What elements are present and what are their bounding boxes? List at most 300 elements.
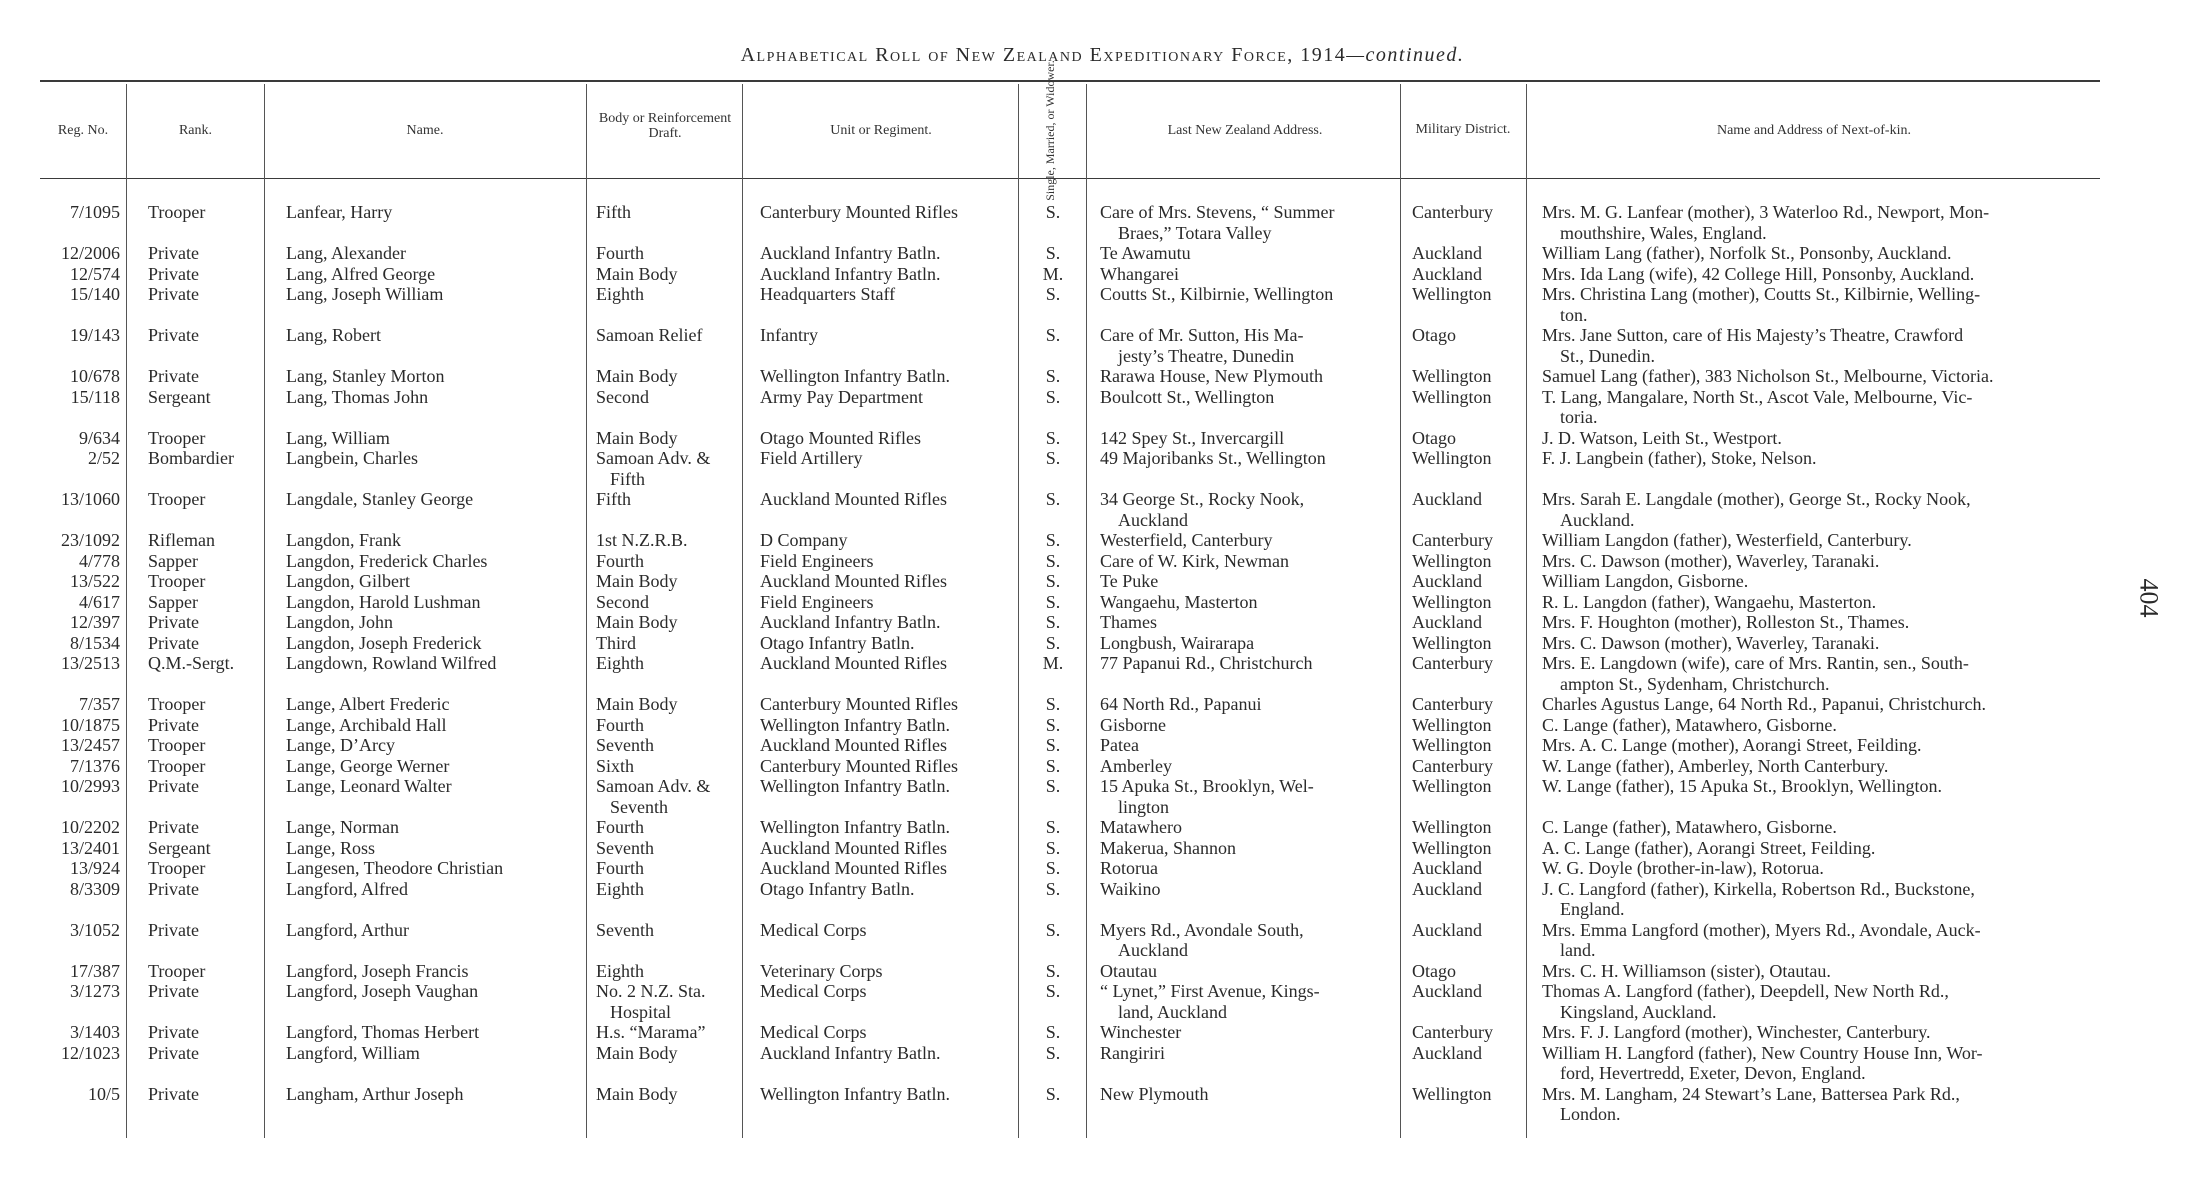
draft-cell bbox=[596, 325, 742, 346]
status-cell: S. bbox=[1045, 1042, 1061, 1063]
next-of-kin-cell-line: Samuel Lang (father), 383 Nicholson St., Melbourne, Victoria. bbox=[1542, 366, 1994, 386]
next-of-kin-cell bbox=[1542, 571, 2122, 592]
address-cell bbox=[1100, 489, 1400, 530]
address-cell bbox=[1100, 592, 1400, 613]
unit-cell: Canterbury Mounted Rifles bbox=[760, 694, 958, 714]
status-cell: S. bbox=[1045, 612, 1061, 632]
next-of-kin-cell bbox=[1542, 1022, 2122, 1043]
draft-cell-line: Samoan Relief bbox=[596, 325, 703, 345]
name-cell: Lange, Archibald Hall bbox=[286, 714, 447, 735]
draft-cell bbox=[596, 284, 742, 305]
draft-cell-line: Seventh bbox=[610, 796, 668, 817]
draft-cell bbox=[596, 776, 742, 817]
next-of-kin-cell-line: William H. Langford (father), New Country House Inn, Wor- bbox=[1542, 1042, 1983, 1063]
draft-cell bbox=[596, 1043, 742, 1064]
reg-no-cell: 15/118 bbox=[70, 386, 120, 407]
address-cell bbox=[1100, 366, 1400, 387]
rank-cell: Trooper bbox=[148, 960, 206, 981]
draft-cell bbox=[596, 653, 742, 674]
district-cell: Wellington bbox=[1412, 714, 1492, 735]
rank-cell: Sergeant bbox=[148, 386, 211, 407]
status-cell: S. bbox=[1045, 366, 1061, 386]
name-cell: Langford, Joseph Vaughan bbox=[286, 981, 479, 1001]
address-cell bbox=[1100, 961, 1400, 982]
rank-cell: Bombardier bbox=[148, 448, 234, 468]
table-row bbox=[0, 1043, 2205, 1084]
next-of-kin-cell-line: Mrs. Jane Sutton, care of His Majesty’s Theatre, Crawford bbox=[1542, 325, 1964, 345]
next-of-kin-cell-line: London. bbox=[1560, 1104, 1621, 1124]
draft-cell-line: Main Body bbox=[596, 427, 678, 448]
name-cell: Lang, Alfred George bbox=[286, 263, 436, 284]
address-cell-line: Makerua, Shannon bbox=[1100, 837, 1236, 858]
next-of-kin-cell-line: Mrs. F. Houghton (mother), Rolleston St., Thames. bbox=[1542, 612, 1910, 632]
draft-cell-line: Second bbox=[596, 591, 649, 612]
district-cell: Auckland bbox=[1412, 243, 1482, 263]
district-cell: Wellington bbox=[1412, 591, 1492, 612]
status-cell: S. bbox=[1045, 284, 1061, 304]
unit-cell: Field Artillery bbox=[760, 448, 863, 468]
unit-cell: Otago Mounted Rifles bbox=[760, 427, 921, 448]
address-cell-line: Longbush, Wairarapa bbox=[1100, 632, 1255, 653]
status-cell: S. bbox=[1045, 571, 1061, 591]
name-cell: Lange, Leonard Walter bbox=[286, 776, 452, 796]
next-of-kin-cell-line: A. C. Lange (father), Aorangi Street, Feilding. bbox=[1542, 837, 1876, 858]
district-cell: Wellington bbox=[1412, 837, 1492, 858]
rank-cell: Trooper bbox=[148, 755, 206, 776]
draft-cell-line: Eighth bbox=[596, 878, 644, 899]
draft-cell-line: 1st N.Z.R.B. bbox=[596, 530, 688, 550]
status-cell: S. bbox=[1045, 960, 1061, 981]
reg-no-cell: 7/1095 bbox=[69, 202, 120, 222]
unit-cell: Otago Infantry Batln. bbox=[760, 632, 915, 653]
name-cell: Lange, Norman bbox=[286, 817, 399, 837]
status-cell: S. bbox=[1045, 735, 1061, 755]
address-cell-line: Coutts St., Kilbirnie, Wellington bbox=[1100, 284, 1334, 304]
next-of-kin-cell-line: mouthshire, Wales, England. bbox=[1560, 222, 1767, 243]
status-cell: S. bbox=[1045, 878, 1061, 899]
next-of-kin-cell-line: land. bbox=[1560, 940, 1596, 960]
unit-cell: Wellington Infantry Batln. bbox=[760, 1083, 951, 1104]
reg-no-cell: 13/1060 bbox=[60, 489, 120, 509]
unit-cell: Auckland Mounted Rifles bbox=[760, 735, 947, 755]
table-row bbox=[0, 202, 2205, 243]
next-of-kin-cell bbox=[1542, 920, 2122, 961]
draft-cell-line: Second bbox=[596, 386, 649, 407]
status-cell: S. bbox=[1045, 776, 1061, 796]
address-cell-line: Auckland bbox=[1118, 940, 1188, 960]
reg-no-cell: 4/617 bbox=[78, 591, 120, 612]
address-cell-line: New Plymouth bbox=[1100, 1083, 1209, 1104]
unit-cell: Auckland Infantry Batln. bbox=[760, 243, 941, 263]
unit-cell: Wellington Infantry Batln. bbox=[760, 366, 951, 386]
reg-no-cell: 13/924 bbox=[69, 858, 120, 878]
next-of-kin-cell bbox=[1542, 284, 2122, 325]
unit-cell: Veterinary Corps bbox=[760, 960, 883, 981]
reg-no-cell: 12/397 bbox=[69, 612, 120, 632]
district-cell: Wellington bbox=[1412, 735, 1492, 755]
next-of-kin-cell-line: Charles Agustus Lange, 64 North Rd., Papanui, Christchurch. bbox=[1542, 694, 1986, 714]
draft-cell-line: Sixth bbox=[596, 755, 635, 776]
address-cell-line: Whangarei bbox=[1100, 263, 1179, 284]
unit-cell: D Company bbox=[760, 530, 848, 550]
status-cell: M. bbox=[1042, 653, 1064, 673]
draft-cell bbox=[596, 202, 742, 223]
unit-cell: Medical Corps bbox=[760, 919, 867, 940]
next-of-kin-cell-line: Kingsland, Auckland. bbox=[1560, 1001, 1717, 1022]
next-of-kin-cell-line: W. Lange (father), 15 Apuka St., Brooklyn, Wellington. bbox=[1542, 776, 1942, 796]
name-cell: Lange, George Werner bbox=[286, 755, 450, 776]
draft-cell-line: Fifth bbox=[596, 489, 632, 509]
status-cell: S. bbox=[1045, 858, 1061, 878]
address-cell bbox=[1100, 776, 1400, 817]
rank-cell: Private bbox=[148, 981, 199, 1001]
next-of-kin-cell-line: St., Dunedin. bbox=[1560, 345, 1656, 366]
name-cell: Langesen, Theodore Christian bbox=[286, 858, 504, 878]
rank-cell: Private bbox=[148, 1042, 199, 1063]
status-cell: S. bbox=[1045, 837, 1061, 858]
next-of-kin-cell bbox=[1542, 961, 2122, 982]
header-address: Last New Zealand Address. bbox=[1167, 122, 1323, 138]
status-cell: S. bbox=[1045, 1022, 1061, 1042]
next-of-kin-cell-line: Mrs. C. H. Williamson (sister), Otautau. bbox=[1542, 960, 1831, 981]
next-of-kin-cell-line: William Langdon (father), Westerfield, Canterbury. bbox=[1542, 530, 1912, 550]
reg-no-cell: 10/2202 bbox=[60, 817, 120, 837]
name-cell: Langdon, John bbox=[286, 612, 393, 632]
address-cell-line: Rarawa House, New Plymouth bbox=[1100, 366, 1323, 386]
next-of-kin-cell-line: J. D. Watson, Leith St., Westport. bbox=[1542, 427, 1782, 448]
draft-cell bbox=[596, 817, 742, 838]
table-row bbox=[0, 366, 2205, 387]
district-cell: Auckland bbox=[1412, 858, 1482, 878]
name-cell: Langdon, Frederick Charles bbox=[286, 550, 488, 571]
draft-cell-line: Fourth bbox=[596, 243, 645, 263]
next-of-kin-cell bbox=[1542, 448, 2122, 469]
header-draft: Body or Reinforcement Draft. bbox=[598, 111, 732, 141]
next-of-kin-cell-line: Mrs. Sarah E. Langdale (mother), George St., Rocky Nook, bbox=[1542, 489, 1971, 509]
draft-cell bbox=[596, 633, 742, 654]
next-of-kin-cell-line: T. Lang, Mangalare, North St., Ascot Vale, Melbourne, Vic- bbox=[1542, 386, 1973, 407]
status-cell: S. bbox=[1045, 981, 1061, 1001]
address-cell bbox=[1100, 817, 1400, 838]
reg-no-cell: 13/2513 bbox=[60, 653, 120, 673]
rank-cell: Trooper bbox=[148, 858, 206, 878]
address-cell-line: Rangiriri bbox=[1100, 1042, 1165, 1063]
rank-cell: Private bbox=[148, 284, 199, 304]
next-of-kin-cell-line: toria. bbox=[1560, 407, 1598, 427]
draft-cell bbox=[596, 489, 742, 510]
draft-cell-line: Fourth bbox=[596, 817, 645, 837]
header-status bbox=[1018, 59, 1082, 201]
address-cell-line: 49 Majoribanks St., Wellington bbox=[1100, 448, 1326, 468]
name-cell: Langford, Joseph Francis bbox=[286, 960, 469, 981]
address-cell-line: Auckland bbox=[1118, 509, 1188, 530]
next-of-kin-cell bbox=[1542, 735, 2122, 756]
page-number-text: 404 bbox=[2134, 578, 2163, 618]
next-of-kin-cell bbox=[1542, 858, 2122, 879]
draft-cell-line: Seventh bbox=[596, 919, 654, 940]
rank-cell: Trooper bbox=[148, 571, 206, 591]
address-cell-line: Amberley bbox=[1100, 755, 1172, 776]
address-cell bbox=[1100, 551, 1400, 572]
district-cell: Auckland bbox=[1412, 489, 1482, 509]
draft-cell-line: Seventh bbox=[596, 735, 654, 755]
table-row bbox=[0, 551, 2205, 572]
page-number bbox=[2128, 568, 2168, 628]
draft-cell-line: Fourth bbox=[596, 714, 645, 735]
draft-cell-line: Fifth bbox=[610, 468, 646, 489]
reg-no-cell: 13/2401 bbox=[60, 837, 120, 858]
status-cell: S. bbox=[1045, 755, 1061, 776]
draft-cell-line: Hospital bbox=[610, 1001, 671, 1022]
reg-no-cell: 8/3309 bbox=[69, 878, 120, 899]
address-cell-line: Care of W. Kirk, Newman bbox=[1100, 550, 1289, 571]
table-row bbox=[0, 858, 2205, 879]
title-continued: —continued. bbox=[1346, 44, 1465, 66]
next-of-kin-cell-line: Mrs. C. Dawson (mother), Waverley, Taranaki. bbox=[1542, 632, 1880, 653]
draft-cell bbox=[596, 530, 742, 551]
district-cell: Auckland bbox=[1412, 1042, 1482, 1063]
status-cell: S. bbox=[1045, 243, 1061, 263]
status-cell: S. bbox=[1045, 427, 1061, 448]
draft-cell-line: Eighth bbox=[596, 284, 644, 304]
table-row bbox=[0, 571, 2205, 592]
status-cell: S. bbox=[1045, 694, 1061, 714]
rank-cell: Sapper bbox=[148, 591, 198, 612]
draft-cell bbox=[596, 879, 742, 900]
district-cell: Auckland bbox=[1412, 878, 1482, 899]
draft-cell bbox=[596, 612, 742, 633]
unit-cell: Wellington Infantry Batln. bbox=[760, 817, 951, 837]
address-cell bbox=[1100, 264, 1400, 285]
name-cell: Lang, Alexander bbox=[286, 243, 406, 263]
draft-cell-line: Main Body bbox=[596, 1042, 678, 1063]
name-cell: Lang, Thomas John bbox=[286, 386, 429, 407]
address-cell-line: Thames bbox=[1100, 612, 1157, 632]
name-cell: Langdale, Stanley George bbox=[286, 489, 474, 509]
draft-cell bbox=[596, 694, 742, 715]
status-cell: S. bbox=[1045, 714, 1061, 735]
status-cell: S. bbox=[1045, 1083, 1061, 1104]
table-row bbox=[0, 735, 2205, 756]
draft-cell-line: No. 2 N.Z. Sta. bbox=[596, 981, 706, 1001]
address-cell bbox=[1100, 387, 1400, 408]
name-cell: Lang, Stanley Morton bbox=[286, 366, 445, 386]
next-of-kin-cell-line: Auckland. bbox=[1560, 509, 1635, 530]
district-cell: Wellington bbox=[1412, 366, 1492, 386]
next-of-kin-cell bbox=[1542, 817, 2122, 838]
address-cell bbox=[1100, 243, 1400, 264]
draft-cell-line: Main Body bbox=[596, 366, 678, 386]
table-row bbox=[0, 284, 2205, 325]
address-cell-line: Myers Rd., Avondale South, bbox=[1100, 919, 1304, 940]
next-of-kin-cell bbox=[1542, 325, 2122, 366]
address-cell bbox=[1100, 571, 1400, 592]
reg-no-cell: 4/778 bbox=[78, 550, 120, 571]
reg-no-cell: 10/2993 bbox=[60, 776, 120, 796]
name-cell: Langbein, Charles bbox=[286, 448, 418, 468]
reg-no-cell: 19/143 bbox=[69, 325, 120, 345]
next-of-kin-cell-line: Mrs. Emma Langford (mother), Myers Rd., Avondale, Auck- bbox=[1542, 919, 1981, 940]
unit-cell: Otago Infantry Batln. bbox=[760, 878, 915, 899]
draft-cell-line: Third bbox=[596, 632, 636, 653]
next-of-kin-cell-line: ford, Hevertredd, Exeter, Devon, England. bbox=[1560, 1063, 1866, 1083]
next-of-kin-cell-line: Thomas A. Langford (father), Deepdell, New North Rd., bbox=[1542, 981, 1949, 1001]
unit-cell: Medical Corps bbox=[760, 1022, 867, 1042]
status-cell: S. bbox=[1045, 550, 1061, 571]
draft-cell bbox=[596, 756, 742, 777]
next-of-kin-cell-line: Mrs. M. Langham, 24 Stewart’s Lane, Battersea Park Rd., bbox=[1542, 1083, 1960, 1104]
next-of-kin-cell bbox=[1542, 756, 2122, 777]
status-cell: S. bbox=[1045, 386, 1061, 407]
address-cell bbox=[1100, 428, 1400, 449]
name-cell: Langdon, Frank bbox=[286, 530, 401, 550]
reg-no-cell: 3/1403 bbox=[69, 1022, 120, 1042]
address-cell-line: Westerfield, Canterbury bbox=[1100, 530, 1273, 550]
district-cell: Wellington bbox=[1412, 284, 1492, 304]
rank-cell: Private bbox=[148, 1083, 199, 1104]
next-of-kin-cell-line: W. Lange (father), Amberley, North Canterbury. bbox=[1542, 755, 1889, 776]
rank-cell: Trooper bbox=[148, 735, 206, 755]
header-reg-no: Reg. No. bbox=[57, 122, 109, 138]
table-row bbox=[0, 489, 2205, 530]
district-cell: Wellington bbox=[1412, 386, 1492, 407]
district-cell: Wellington bbox=[1412, 448, 1492, 468]
district-cell: Auckland bbox=[1412, 612, 1482, 632]
next-of-kin-cell bbox=[1542, 530, 2122, 551]
rank-cell: Trooper bbox=[148, 202, 206, 222]
name-cell: Lange, D’Arcy bbox=[286, 735, 395, 755]
address-cell bbox=[1100, 202, 1400, 243]
address-cell bbox=[1100, 448, 1400, 469]
next-of-kin-cell bbox=[1542, 776, 2122, 797]
next-of-kin-cell bbox=[1542, 489, 2122, 530]
name-cell: Lang, Joseph William bbox=[286, 284, 444, 304]
address-cell-line: 34 George St., Rocky Nook, bbox=[1100, 489, 1305, 509]
district-cell: Canterbury bbox=[1412, 202, 1493, 222]
rank-cell: Private bbox=[148, 366, 199, 386]
draft-cell-line: Main Body bbox=[596, 571, 678, 591]
status-cell: S. bbox=[1045, 591, 1061, 612]
unit-cell: Canterbury Mounted Rifles bbox=[760, 202, 958, 222]
rank-cell: Trooper bbox=[148, 489, 206, 509]
address-cell bbox=[1100, 1084, 1400, 1105]
address-cell-line: “ Lynet,” First Avenue, Kings- bbox=[1100, 981, 1320, 1001]
unit-cell: Auckland Mounted Rifles bbox=[760, 571, 947, 591]
reg-no-cell: 23/1092 bbox=[60, 530, 120, 550]
unit-cell: Auckland Mounted Rifles bbox=[760, 653, 947, 673]
name-cell: Lang, William bbox=[286, 427, 390, 448]
address-cell bbox=[1100, 530, 1400, 551]
address-cell-line: jesty’s Theatre, Dunedin bbox=[1118, 345, 1295, 366]
district-cell: Canterbury bbox=[1412, 653, 1493, 673]
address-cell-line: Te Puke bbox=[1100, 571, 1159, 591]
address-cell bbox=[1100, 1043, 1400, 1064]
header-status-text: Single, Married, or Widower. bbox=[1042, 59, 1057, 201]
draft-cell bbox=[596, 592, 742, 613]
address-cell-line: Rotorua bbox=[1100, 858, 1158, 878]
name-cell: Lang, Robert bbox=[286, 325, 381, 345]
next-of-kin-cell bbox=[1542, 264, 2122, 285]
reg-no-cell: 7/357 bbox=[78, 694, 120, 714]
draft-cell bbox=[596, 428, 742, 449]
district-cell: Auckland bbox=[1412, 981, 1482, 1001]
address-cell-line: lington bbox=[1118, 796, 1170, 817]
district-cell: Auckland bbox=[1412, 263, 1482, 284]
address-cell-line: Care of Mr. Sutton, His Ma- bbox=[1100, 325, 1304, 345]
next-of-kin-cell bbox=[1542, 612, 2122, 633]
draft-cell bbox=[596, 735, 742, 756]
draft-cell-line: Fourth bbox=[596, 858, 645, 878]
status-cell: S. bbox=[1045, 632, 1061, 653]
rank-cell: Private bbox=[148, 612, 199, 632]
next-of-kin-cell-line: Mrs. E. Langdown (wife), care of Mrs. Rantin, sen., South- bbox=[1542, 653, 1969, 673]
reg-no-cell: 3/1273 bbox=[69, 981, 120, 1001]
reg-no-cell: 17/387 bbox=[69, 960, 120, 981]
table-row bbox=[0, 387, 2205, 428]
next-of-kin-cell-line: C. Lange (father), Matawhero, Gisborne. bbox=[1542, 817, 1837, 837]
table-row bbox=[0, 961, 2205, 982]
address-cell-line: Wangaehu, Masterton bbox=[1100, 591, 1258, 612]
rank-cell: Trooper bbox=[148, 427, 206, 448]
table-row bbox=[0, 243, 2205, 264]
rank-cell: Private bbox=[148, 817, 199, 837]
address-cell bbox=[1100, 920, 1400, 961]
district-cell: Otago bbox=[1412, 960, 1456, 981]
unit-cell: Medical Corps bbox=[760, 981, 867, 1001]
district-cell: Wellington bbox=[1412, 1083, 1492, 1104]
next-of-kin-cell-line: England. bbox=[1560, 899, 1625, 919]
reg-no-cell: 12/574 bbox=[69, 263, 120, 284]
address-cell-line: 64 North Rd., Papanui bbox=[1100, 694, 1262, 714]
draft-cell bbox=[596, 551, 742, 572]
address-cell-line: Te Awamutu bbox=[1100, 243, 1191, 263]
table-row bbox=[0, 264, 2205, 285]
address-cell bbox=[1100, 735, 1400, 756]
rank-cell: Q.M.-Sergt. bbox=[148, 653, 235, 673]
unit-cell: Headquarters Staff bbox=[760, 284, 896, 304]
draft-cell bbox=[596, 1084, 742, 1105]
reg-no-cell: 7/1376 bbox=[69, 755, 120, 776]
table-row bbox=[0, 756, 2205, 777]
reg-no-cell: 13/2457 bbox=[60, 735, 120, 755]
address-cell-line: Winchester bbox=[1100, 1022, 1182, 1042]
draft-cell bbox=[596, 571, 742, 592]
unit-cell: Auckland Infantry Batln. bbox=[760, 612, 941, 632]
table-row bbox=[0, 817, 2205, 838]
address-cell-line: Waikino bbox=[1100, 878, 1161, 899]
district-cell: Canterbury bbox=[1412, 755, 1493, 776]
unit-cell: Auckland Mounted Rifles bbox=[760, 858, 947, 878]
address-cell bbox=[1100, 653, 1400, 674]
next-of-kin-cell-line: William Langdon, Gisborne. bbox=[1542, 571, 1749, 591]
draft-cell bbox=[596, 264, 742, 285]
draft-cell bbox=[596, 243, 742, 264]
address-cell bbox=[1100, 858, 1400, 879]
rank-cell: Trooper bbox=[148, 694, 206, 714]
address-cell bbox=[1100, 612, 1400, 633]
rank-cell: Private bbox=[148, 632, 199, 653]
next-of-kin-cell-line: C. Lange (father), Matawhero, Gisborne. bbox=[1542, 714, 1837, 735]
district-cell: Otago bbox=[1412, 427, 1456, 448]
name-cell: Langdon, Harold Lushman bbox=[286, 591, 481, 612]
address-cell bbox=[1100, 715, 1400, 736]
address-cell-line: Care of Mrs. Stevens, “ Summer bbox=[1100, 202, 1335, 222]
next-of-kin-cell bbox=[1542, 387, 2122, 428]
address-cell-line: Matawhero bbox=[1100, 817, 1182, 837]
status-cell: S. bbox=[1045, 202, 1061, 222]
next-of-kin-cell bbox=[1542, 428, 2122, 449]
name-cell: Langdon, Joseph Frederick bbox=[286, 632, 482, 653]
